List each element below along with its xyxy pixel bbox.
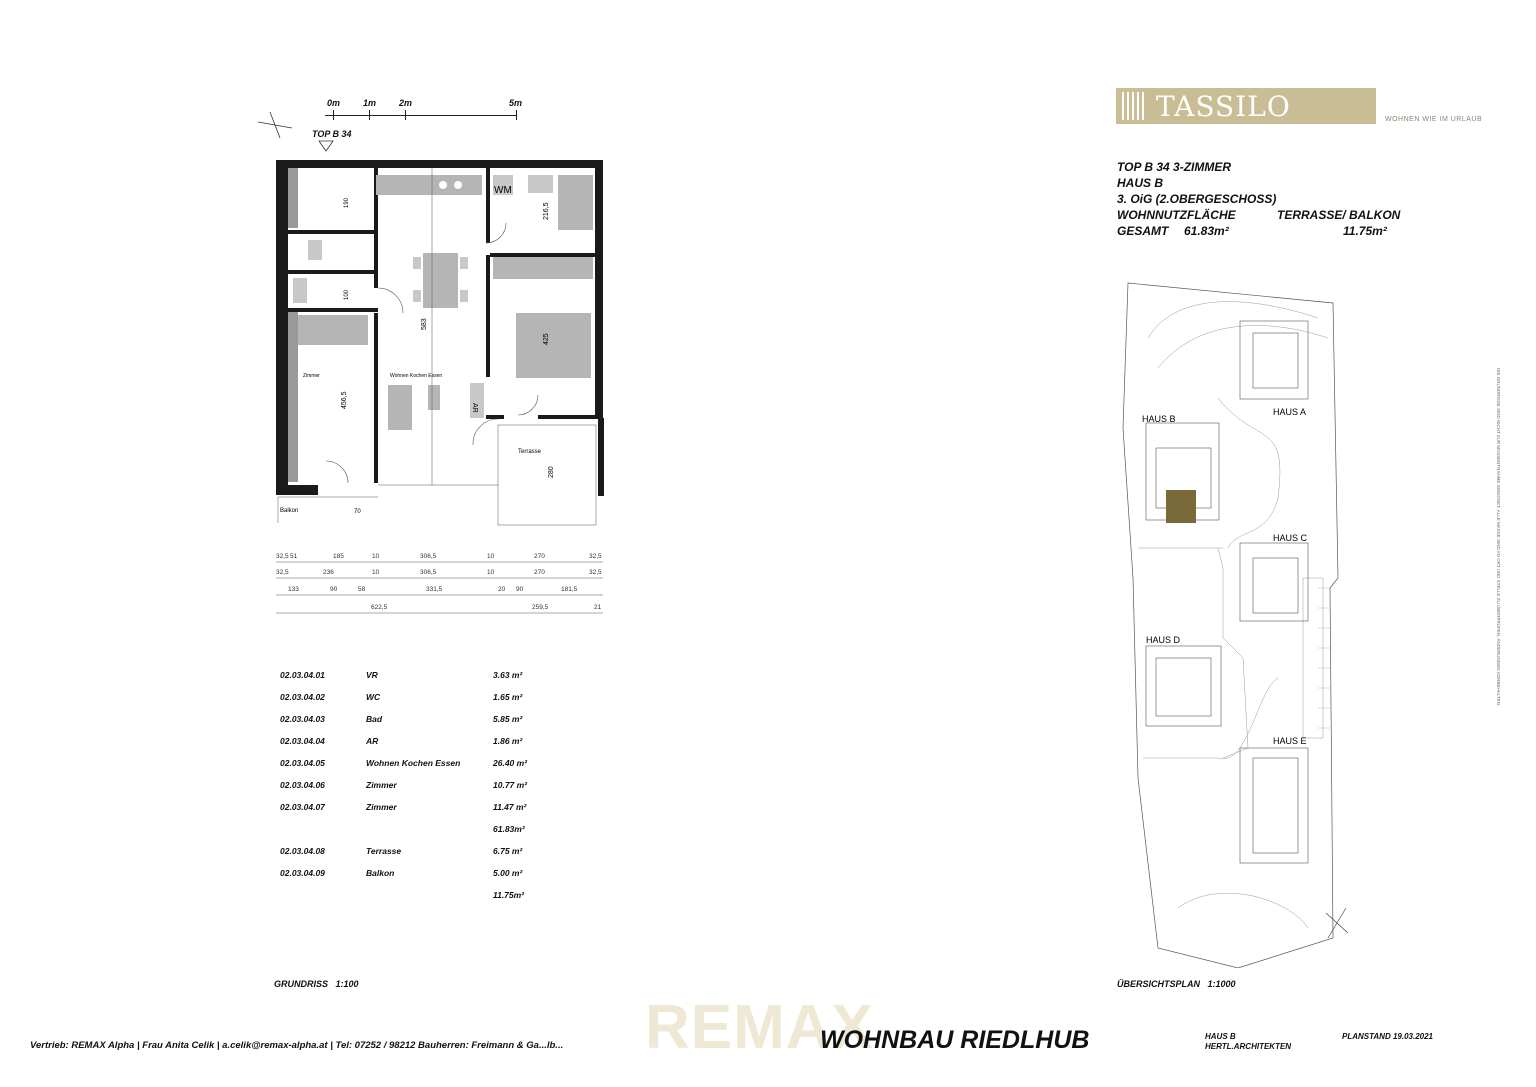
dim-280: 280 (548, 466, 555, 478)
planstand-date: PLANSTAND 19.03.2021 (1342, 1032, 1433, 1041)
dim-70: 70 (354, 509, 361, 515)
remax-watermark: REMAX (645, 993, 874, 1062)
scale-label-2m: 2m (399, 98, 413, 108)
dim-r3-1: 90 (330, 586, 338, 593)
logo-subtitle: WOHNEN WIE IM URLAUB (1385, 116, 1483, 123)
dim-r2-0: 32,5 (276, 569, 289, 576)
logo-bars-icon (1122, 92, 1150, 120)
dim-r4-2: 21 (594, 604, 602, 611)
dim-r3-0: 133 (288, 586, 299, 593)
dim-r2-4: 10 (487, 569, 495, 576)
info-wnf-label: WOHNNUTZFLÄCHE (1117, 208, 1236, 222)
footer-haus-label: HAUS B (1205, 1032, 1236, 1041)
dim-r3-3: 331,5 (426, 586, 443, 593)
site-label-haus-c: HAUS C (1273, 533, 1308, 543)
scale-label-1m: 1m (363, 98, 377, 108)
dim-r1-1: 51 (290, 553, 298, 560)
north-arrow-icon (1326, 908, 1348, 938)
dim-r4-1: 259,5 (532, 604, 549, 611)
north-arrow-icon (256, 110, 296, 140)
label-terrasse: Terrasse (518, 449, 542, 455)
dim-r3-4: 20 (498, 586, 506, 593)
site-label-haus-e: HAUS E (1273, 736, 1307, 746)
table-row-subtotal: 61.83m² (493, 824, 525, 834)
scale-tick (405, 110, 406, 120)
footer-architect (1205, 1032, 1291, 1052)
dim-r2-5: 270 (534, 569, 545, 576)
info-gesamt-value: 61.83m² (1184, 224, 1229, 238)
dim-583: 583 (421, 318, 428, 330)
table-row: 02.03.04.08 Terrasse 6.75 m² (280, 846, 523, 856)
logo (1116, 88, 1376, 161)
table-row-subtotal: 11.75m² (493, 890, 525, 900)
info-terrace-value: 11.75m² (1343, 224, 1387, 238)
dim-r3-2: 58 (358, 586, 366, 593)
dim-r1-2: 185 (333, 553, 344, 560)
site-label-haus-a: HAUS A (1273, 407, 1307, 417)
site-label-haus-b: HAUS B (1142, 414, 1176, 424)
scale-label-5m: 5m (509, 98, 523, 108)
table-row: 02.03.04.07 Zimmer 11.47 m² (280, 802, 527, 812)
table-row: 02.03.04.04 AR 1.86 m² (280, 736, 523, 746)
footer-contact: Vertrieb: REMAX Alpha | Frau Anita Celik | a.celik@remax-alpha.at | Tel: 07252 / 98212 Bauherren: Freimann & Ga...lb... (30, 1040, 564, 1051)
dim-r1-4: 306,5 (420, 553, 437, 560)
dim-r1-0: 32,5 (276, 553, 289, 560)
floor-plan (268, 145, 613, 625)
label-balkon: Balkon (280, 508, 299, 514)
table-row: 02.03.04.05 Wohnen Kochen Essen 26.40 m² (280, 758, 528, 768)
label-zimmer: Zimmer (303, 373, 320, 379)
table-row: 02.03.04.03 Bad 5.85 m² (280, 714, 523, 724)
info-terrace-label: TERRASSE/ BALKON (1277, 208, 1401, 222)
info-haus: HAUS B (1117, 176, 1164, 190)
dim-r2-2: 10 (372, 569, 380, 576)
dim-r2-3: 306,5 (420, 569, 437, 576)
label-ar: AR (471, 403, 478, 413)
dim-r1-6: 270 (534, 553, 545, 560)
info-title: TOP B 34 3-ZIMMER (1117, 160, 1232, 174)
dim-r2-6: 32,5 (589, 569, 602, 576)
scale-bar (325, 98, 525, 128)
project-title: WOHNBAU RIEDLHUB (820, 1026, 1090, 1054)
scale-tick (333, 110, 334, 120)
scale-line (325, 115, 517, 116)
disclaimer (1492, 368, 1502, 988)
dim-425: 425 (543, 333, 550, 345)
grundriss-label: GRUNDRISS 1:100 (274, 979, 359, 989)
dim-r1-3: 10 (372, 553, 380, 560)
disclaimer-text: DIE GRUNDRISSE SIND NICHT ZUR MASSENTNAHME GEEIGNET. ALLE MASSE SIND AN ORT UND STELLE ZU ÜBERPRÜFEN. ÄNDERUNGEN VORBEHALTEN. (1496, 368, 1501, 707)
scale-tick (516, 110, 517, 120)
dim-100: 100 (344, 289, 350, 300)
table-row: 02.03.04.09 Balkon 5.00 m² (280, 868, 523, 878)
table-row: 02.03.04.01 VR 3.63 m² (280, 670, 523, 680)
table-row: 02.03.04.06 Zimmer 10.77 m² (280, 780, 528, 790)
footer-architect-label: HERTL.ARCHITEKTEN (1205, 1042, 1292, 1051)
dim-2165: 216,5 (543, 202, 550, 220)
dim-r1-7: 32,5 (589, 553, 602, 560)
dim-r3-6: 181,5 (561, 586, 578, 593)
room-table (280, 670, 560, 912)
dim-r1-5: 10 (487, 553, 495, 560)
info-floor: 3. OiG (2.OBERGESCHOSS) (1117, 192, 1277, 206)
dim-r3-5: 90 (516, 586, 524, 593)
uebersicht-label: ÜBERSICHTSPLAN 1:1000 (1117, 979, 1236, 989)
apartment-info (1117, 159, 1417, 239)
top-label: TOP B 34 (312, 129, 352, 139)
label-wohnen: Wohnen Kochen Essen (390, 373, 443, 379)
logo-text: TASSILO VILLEN (1156, 90, 1291, 161)
info-gesamt-label: GESAMT (1117, 224, 1169, 238)
label-wm: WM (494, 185, 512, 196)
dim-4565: 456,5 (341, 391, 348, 409)
table-row: 02.03.04.02 WC 1.65 m² (280, 692, 523, 702)
dim-r4-0: 622,5 (371, 604, 388, 611)
site-label-haus-d: HAUS D (1146, 635, 1181, 645)
site-plan (1118, 278, 1358, 968)
scale-label-0m: 0m (327, 98, 341, 108)
scale-tick (369, 110, 370, 120)
dim-r2-1: 236 (323, 569, 334, 576)
dim-190: 190 (344, 197, 350, 208)
